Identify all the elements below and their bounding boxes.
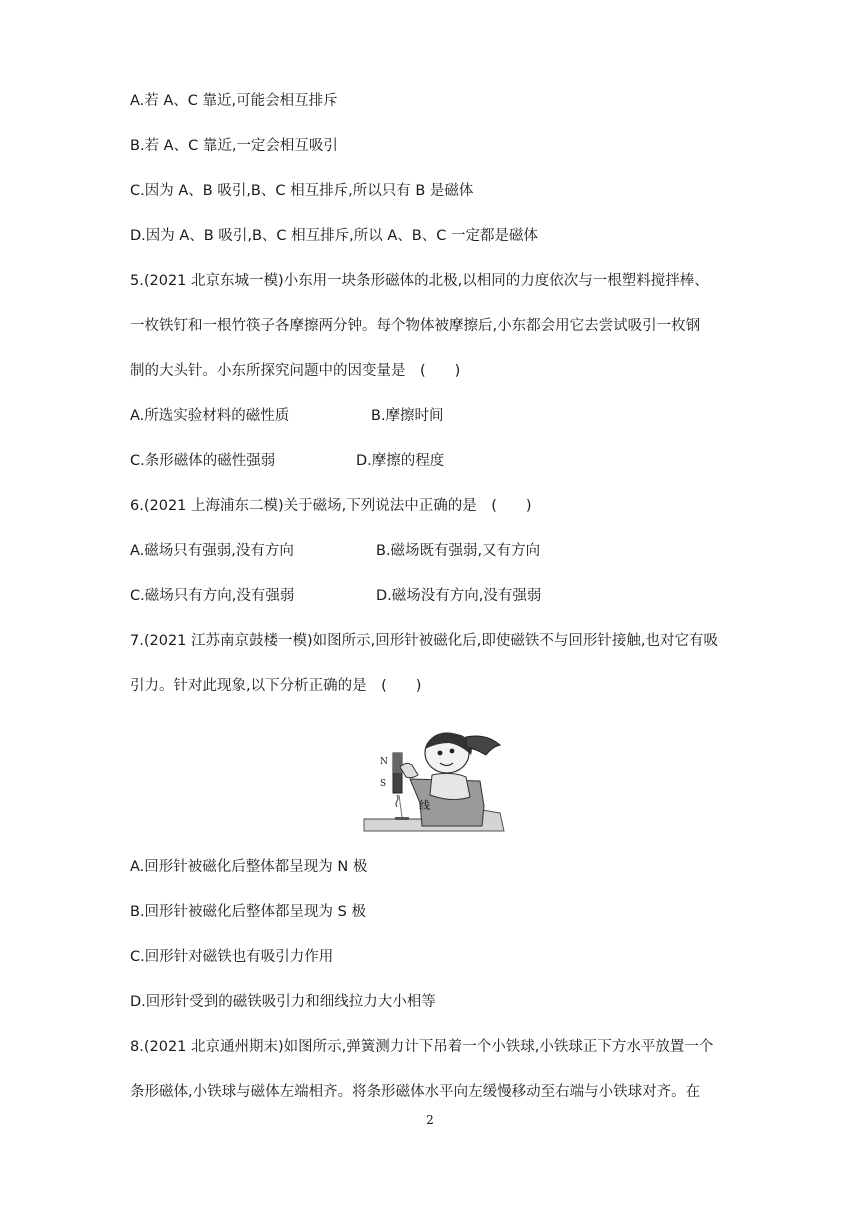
q8-stem-line2: 条形磁体,小铁球与磁体左端相齐。将条形磁体水平向左缓慢移动至右端与小铁球对齐。在	[130, 1084, 701, 1100]
q7-option-d: D.回形针受到的磁铁吸引力和细线拉力大小相等	[130, 994, 436, 1010]
q4-option-c: C.因为 A、B 吸引,B、C 相互排斥,所以只有 B 是磁体	[130, 183, 474, 199]
q6-option-d: D.磁场没有方向,没有强弱	[376, 588, 542, 604]
q5-option-d: D.摩擦的程度	[356, 453, 445, 469]
page-number: 2	[426, 1113, 434, 1127]
q5-option-a: A.所选实验材料的磁性质	[130, 408, 290, 424]
q7-stem-line2: 引力。针对此现象,以下分析正确的是 ( )	[130, 678, 422, 694]
q7-option-a: A.回形针被磁化后整体都呈现为 N 极	[130, 859, 368, 875]
paperclip-base	[395, 817, 409, 820]
q6-option-a: A.磁场只有强弱,没有方向	[130, 543, 294, 559]
q5-stem-line1: 5.(2021 北京东城一模)小东用一块条形磁体的北极,以相同的力度依次与一根塑料搅拌棒、	[130, 273, 709, 289]
magnet-label-s: S	[380, 779, 387, 789]
q4-option-a: A.若 A、C 靠近,可能会相互排斥	[130, 93, 338, 109]
q8-stem-line1: 8.(2021 北京通州期末)如图所示,弹簧测力计下吊着一个小铁球,小铁球正下方水平放置一个	[130, 1039, 714, 1055]
q6-option-b: B.磁场既有强弱,又有方向	[376, 543, 541, 559]
q4-option-d: D.因为 A、B 吸引,B、C 相互排斥,所以 A、B、C 一定都是磁体	[130, 228, 538, 244]
magnet-paperclip-figure	[362, 731, 505, 832]
q7-stem-line1: 7.(2021 江苏南京鼓楼一模)如图所示,回形针被磁化后,即使磁铁不与回形针接触,也对它有吸	[130, 633, 718, 649]
q6-option-c: C.磁场只有方向,没有强弱	[130, 588, 295, 604]
q6-stem: 6.(2021 上海浦东二模)关于磁场,下列说法中正确的是 ( )	[130, 498, 532, 514]
q4-option-b: B.若 A、C 靠近,一定会相互吸引	[130, 138, 338, 154]
q7-option-c: C.回形针对磁铁也有吸引力作用	[130, 949, 334, 965]
q7-option-b: B.回形针被磁化后整体都呈现为 S 极	[130, 904, 366, 920]
q5-stem-line2: 一枚铁钉和一根竹筷子各摩擦两分钟。每个物体被摩擦后,小东都会用它去尝试吸引一枚钢	[130, 318, 701, 334]
q5-option-c: C.条形磁体的磁性强弱	[130, 453, 276, 469]
thread-label: 线	[419, 799, 430, 812]
q5-stem-line3: 制的大头针。小东所探究问题中的因变量是 ( )	[130, 363, 461, 379]
q5-option-b: B.摩擦时间	[371, 408, 444, 424]
magnet-label-n: N	[380, 757, 388, 767]
